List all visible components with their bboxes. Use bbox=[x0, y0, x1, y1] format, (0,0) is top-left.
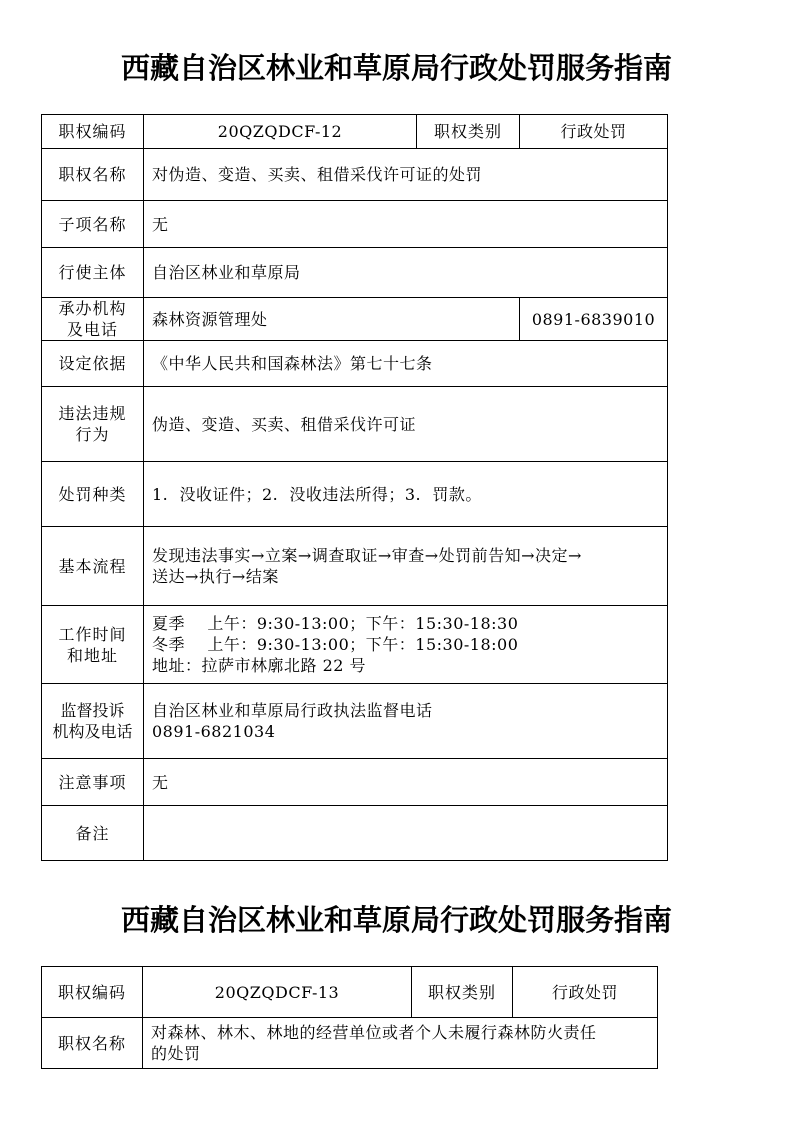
type-value: 行政处罚 bbox=[513, 967, 658, 1018]
table-row bbox=[42, 248, 668, 298]
name-value bbox=[143, 1018, 658, 1069]
supervision-label-line: 机构及电话 bbox=[52, 722, 133, 741]
supervision-line: 自治区林业和草原局行政执法监督电话 bbox=[152, 701, 433, 720]
table-row bbox=[42, 201, 668, 248]
name-label: 职权名称 bbox=[42, 149, 144, 201]
subject-value: 自治区林业和草原局 bbox=[144, 248, 668, 298]
code-label: 职权编码 bbox=[42, 967, 143, 1018]
table-row bbox=[42, 115, 668, 149]
remark-value bbox=[144, 806, 668, 861]
process-line: 送达→执行→结案 bbox=[152, 567, 279, 586]
worktime-line: 地址：拉萨市林廓北路 22 号 bbox=[152, 656, 367, 675]
worktime-label bbox=[42, 606, 144, 684]
type-label: 职权类别 bbox=[412, 967, 513, 1018]
code-label: 职权编码 bbox=[42, 115, 144, 149]
agency-label-line: 及电话 bbox=[66, 320, 118, 339]
violation-label bbox=[42, 387, 144, 462]
table-row bbox=[42, 298, 668, 341]
subject-label: 行使主体 bbox=[42, 248, 144, 298]
notes-value: 无 bbox=[144, 759, 668, 806]
name-label: 职权名称 bbox=[42, 1018, 143, 1069]
violation-label-line: 行为 bbox=[75, 425, 110, 444]
table-row bbox=[42, 806, 668, 861]
process-label: 基本流程 bbox=[42, 527, 144, 606]
name-line: 对森林、林木、林地的经营单位或者个人未履行森林防火责任 bbox=[151, 1023, 597, 1042]
page-title-2: 西藏自治区林业和草原局行政处罚服务指南 bbox=[120, 903, 672, 937]
table-row bbox=[42, 606, 668, 684]
name-line: 的处罚 bbox=[151, 1044, 201, 1063]
supervision-label-line: 监督投诉 bbox=[60, 701, 125, 720]
basis-label: 设定依据 bbox=[42, 341, 144, 387]
penalty-value: 1. 没收证件；2. 没收违法所得；3. 罚款。 bbox=[144, 462, 668, 527]
name-value: 对伪造、变造、买卖、租借采伐许可证的处罚 bbox=[144, 149, 668, 201]
table-row bbox=[42, 967, 658, 1018]
sub-value: 无 bbox=[144, 201, 668, 248]
table-row bbox=[42, 527, 668, 606]
type-value: 行政处罚 bbox=[520, 115, 668, 149]
agency-label bbox=[42, 298, 144, 341]
table-row bbox=[42, 341, 668, 387]
violation-value: 伪造、变造、买卖、租借采伐许可证 bbox=[144, 387, 668, 462]
worktime-label-line: 和地址 bbox=[66, 645, 118, 665]
service-guide-table-2 bbox=[41, 966, 658, 1069]
agency-phone: 0891-6839010 bbox=[520, 298, 668, 341]
sub-label: 子项名称 bbox=[42, 201, 144, 248]
agency-value: 森林资源管理处 bbox=[144, 298, 520, 341]
table-row bbox=[42, 759, 668, 806]
code-value: 20QZQDCF-13 bbox=[143, 967, 412, 1018]
table-row bbox=[42, 462, 668, 527]
process-value bbox=[144, 527, 668, 606]
worktime-line: 夏季 上午：9:30-13:00；下午：15:30-18:30 bbox=[152, 614, 519, 633]
code-value: 20QZQDCF-12 bbox=[144, 115, 417, 149]
table-row bbox=[42, 387, 668, 462]
violation-label-line: 违法违规 bbox=[58, 404, 127, 423]
type-label: 职权类别 bbox=[417, 115, 520, 149]
notes-label: 注意事项 bbox=[42, 759, 144, 806]
worktime-label-line: 工作时间 bbox=[58, 624, 127, 644]
worktime-value bbox=[144, 606, 668, 684]
table-row bbox=[42, 684, 668, 759]
process-line: 发现违法事实→立案→调查取证→审查→处罚前告知→决定→ bbox=[152, 546, 582, 565]
table-row bbox=[42, 149, 668, 201]
service-guide-table-1 bbox=[41, 114, 668, 861]
basis-value: 《中华人民共和国森林法》第七十七条 bbox=[144, 341, 668, 387]
supervision-value bbox=[144, 684, 668, 759]
penalty-label: 处罚种类 bbox=[42, 462, 144, 527]
supervision-label bbox=[42, 684, 144, 759]
worktime-line: 冬季 上午：9:30-13:00；下午：15:30-18:00 bbox=[152, 635, 519, 654]
table-row bbox=[42, 1018, 658, 1069]
supervision-line: 0891-6821034 bbox=[152, 722, 276, 741]
agency-label-line: 承办机构 bbox=[58, 299, 127, 318]
page-title: 西藏自治区林业和草原局行政处罚服务指南 bbox=[120, 51, 672, 85]
remark-label: 备注 bbox=[42, 806, 144, 861]
